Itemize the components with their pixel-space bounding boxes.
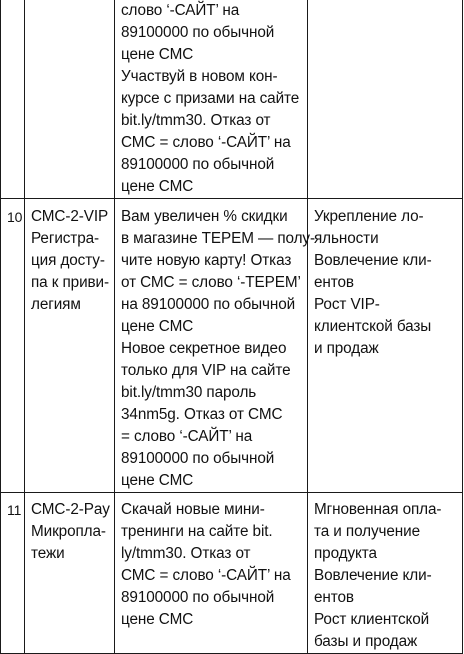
sms-text-line: цене СМС <box>121 46 194 63</box>
channel-line: СМС-2-Pay <box>31 501 110 518</box>
row-number-cell <box>1 199 25 493</box>
sms-text-line: цене СМС <box>121 178 194 195</box>
table-row <box>1 493 463 654</box>
sms-text-line: в магазине ТЕРЕМ — полу- <box>121 230 315 247</box>
sms-text-line: 34nm5g. Отказ от СМС <box>121 406 283 423</box>
sms-text-line: 89100000 по обычной <box>121 156 275 173</box>
sms-text-line: 89100000 по обычной <box>121 24 275 41</box>
channel-line: Регистра- <box>31 230 100 247</box>
sms-text-line: чите новую карту! Отказ <box>121 252 292 269</box>
sms-text-line: = слово ‘-САЙТ’ на <box>121 428 253 445</box>
sms-text-line: тренинги на сайте bit. <box>121 523 273 540</box>
sms-text-line: на 89100000 по обычной <box>121 296 296 313</box>
channel-cell <box>25 199 115 493</box>
channel-line: тежи <box>31 545 65 562</box>
channel-line: па к приви- <box>31 274 109 291</box>
sms-text-line: курсе с призами на сайте <box>121 90 300 107</box>
goal-line: ентов <box>314 274 354 291</box>
table-row <box>1 0 463 199</box>
goal-line: та и получение <box>314 523 420 540</box>
sms-text-line: bit.ly/tmm30 пароль <box>121 384 257 401</box>
goal-line: базы и продаж <box>314 633 418 650</box>
sms-text-line: цене СМС <box>121 472 194 489</box>
goal-line: яльности <box>314 230 379 247</box>
channel-cell <box>25 493 115 654</box>
channel-line: ция досту- <box>31 252 105 269</box>
channel-line: легиям <box>31 296 81 313</box>
sms-text-line: 89100000 по обычной <box>121 450 275 467</box>
sms-text-line: СМС = слово ‘-САЙТ’ на <box>121 134 291 151</box>
goal-line: клиентской базы <box>314 318 432 335</box>
sms-text-line: от СМС = слово ‘-ТЕРЕМ’ <box>121 274 301 291</box>
goal-line: Вовлечение кли- <box>314 252 432 269</box>
goals-cell <box>308 199 463 493</box>
row-number-cell <box>1 493 25 654</box>
goal-line: Укрепление ло- <box>314 208 424 225</box>
sms-text-line: bit.ly/tmm30. Отказ от <box>121 112 271 129</box>
goal-line: продукта <box>314 545 377 562</box>
sms-text-line: Новое секретное видео <box>121 340 287 357</box>
goal-line: Рост клиентской <box>314 611 430 628</box>
goals-cell <box>308 0 463 199</box>
channel-line: СМС-2-VIP <box>31 208 109 225</box>
goal-line: ентов <box>314 589 354 606</box>
sms-text-line: цене СМС <box>121 318 194 335</box>
table-row <box>1 199 463 493</box>
goals-cell <box>308 493 463 654</box>
sms-text-line: слово ‘-САЙТ’ на <box>121 2 240 19</box>
sms-text-line: 89100000 по обычной <box>121 589 275 606</box>
sms-text-line: Участвуй в новом кон- <box>121 68 278 85</box>
sms-text-line: ly/tmm30. Отказ от <box>121 545 251 562</box>
sms-text-cell <box>115 493 308 654</box>
sms-text-line: цене СМС <box>121 611 194 628</box>
channel-line: Микропла- <box>31 523 106 540</box>
channel-cell <box>25 0 115 199</box>
table-body <box>1 0 463 654</box>
goal-line: Мгновенная опла- <box>314 501 442 518</box>
row-number: 11 <box>7 502 22 518</box>
sms-text-line: Скачай новые мини- <box>121 501 265 518</box>
goal-line: и продаж <box>314 340 379 357</box>
sms-text-line: Вам увеличен % скидки <box>121 208 288 225</box>
sms-text-cell <box>115 199 315 493</box>
sms-text-line: только для VIP на сайте <box>121 362 291 379</box>
sms-text-cell <box>115 0 308 199</box>
sms-text-line: СМС = слово ‘-САЙТ’ на <box>121 567 291 584</box>
goal-line: Вовлечение кли- <box>314 567 432 584</box>
goal-line: Рост VIP- <box>314 296 380 313</box>
row-number: 10 <box>7 209 23 225</box>
row-number-cell <box>1 0 25 199</box>
